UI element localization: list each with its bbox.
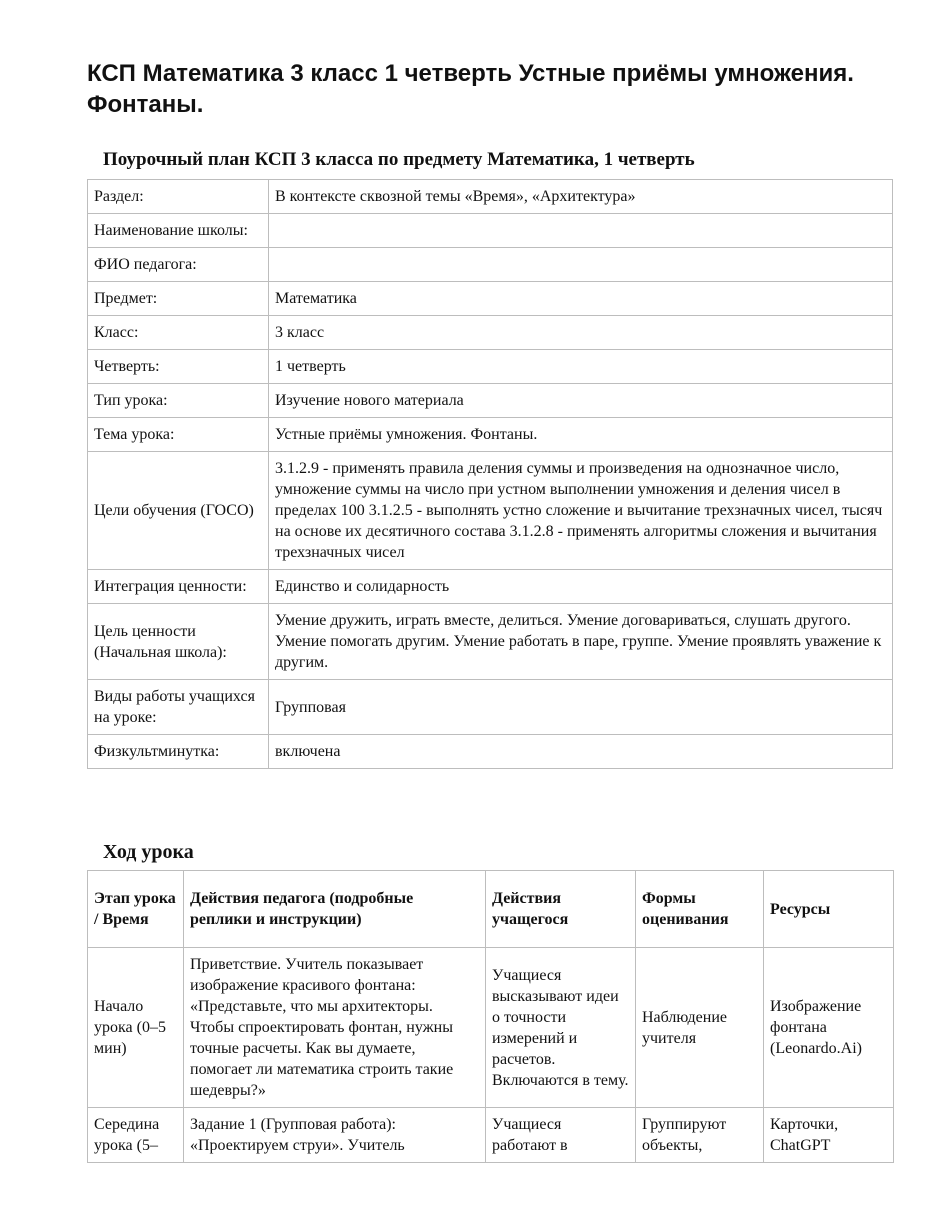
- assessment-cell: Наблюдение учителя: [636, 948, 764, 1108]
- table-row: [88, 452, 893, 570]
- table-row: [88, 680, 893, 735]
- table-row: [88, 735, 893, 769]
- lesson-info-table: [87, 179, 893, 769]
- info-label: Интеграция ценности:: [88, 570, 269, 604]
- document-title: КСП Математика 3 класс 1 четверть Устные приёмы умножения. Фонтаны.: [87, 60, 854, 118]
- info-label: Тема урока:: [88, 418, 269, 452]
- info-value: Групповая: [269, 680, 893, 735]
- table-row: [88, 282, 893, 316]
- column-header-student-actions: Действия учащегося: [486, 871, 636, 948]
- info-label: Наименование школы:: [88, 214, 269, 248]
- info-value: Умение дружить, играть вместе, делиться. Умение договариваться, слушать другого. Умение помогать другим. Умение работать в паре, группе. Умение проявлять уважение к другим.: [269, 604, 893, 680]
- table-row: [88, 316, 893, 350]
- table-row: [88, 248, 893, 282]
- resources-cell: Карточки, ChatGPT: [764, 1108, 894, 1163]
- info-value: Единство и солидарность: [269, 570, 893, 604]
- info-value: включена: [269, 735, 893, 769]
- student-actions-cell: Учащиеся высказывают идеи о точности измерений и расчетов. Включаются в тему.: [486, 948, 636, 1108]
- info-value: В контексте сквозной темы «Время», «Архитектура»: [269, 180, 893, 214]
- lesson-flow-table: [87, 870, 894, 1163]
- info-value: [269, 214, 893, 248]
- info-label: Класс:: [88, 316, 269, 350]
- info-label: Раздел:: [88, 180, 269, 214]
- info-value: 3.1.2.9 - применять правила деления суммы и произведения на однозначное число, умножение суммы на число при устном выполнении умножения и деления чисел в пределах 100 3.1.2.5 - выполнять устно сложение и вычитание трехзначных чисел, тысяч на основе их десятичного состава 3.1.2.8 - применять алгоритмы сложения и вычитания трехзначных чисел: [269, 452, 893, 570]
- info-value: Математика: [269, 282, 893, 316]
- table-row: [88, 1108, 894, 1163]
- student-actions-cell: Учащиеся работают в: [486, 1108, 636, 1163]
- assessment-cell: Группируют объекты,: [636, 1108, 764, 1163]
- plan-heading: Поурочный план КСП 3 класса по предмету Математика, 1 четверть: [103, 149, 695, 170]
- table-row: [88, 350, 893, 384]
- info-value: Изучение нового материала: [269, 384, 893, 418]
- info-label: Тип урока:: [88, 384, 269, 418]
- table-row: [88, 214, 893, 248]
- info-label: Физкультминутка:: [88, 735, 269, 769]
- info-label: Цели обучения (ГОСО): [88, 452, 269, 570]
- stage-cell: Начало урока (0–5 мин): [88, 948, 184, 1108]
- teacher-actions-cell: Приветствие. Учитель показывает изображение красивого фонтана: «Представьте, что мы архитекторы. Чтобы спроектировать фонтан, нужны точные расчеты. Как вы думаете, помогает ли математика строить такие шедевры?»: [184, 948, 486, 1108]
- table-row: [88, 180, 893, 214]
- column-header-teacher-actions: Действия педагога (подробные реплики и инструкции): [184, 871, 486, 948]
- table-row: [88, 418, 893, 452]
- info-label: Четверть:: [88, 350, 269, 384]
- info-label: Предмет:: [88, 282, 269, 316]
- teacher-actions-cell: Задание 1 (Групповая работа): «Проектируем струи». Учитель: [184, 1108, 486, 1163]
- lesson-heading: Ход урока: [103, 841, 194, 863]
- info-value: Устные приёмы умножения. Фонтаны.: [269, 418, 893, 452]
- info-value: [269, 248, 893, 282]
- info-label: Виды работы учащихся на уроке:: [88, 680, 269, 735]
- table-row: [88, 948, 894, 1108]
- info-value: 3 класс: [269, 316, 893, 350]
- stage-cell: Середина урока (5–: [88, 1108, 184, 1163]
- table-row: [88, 384, 893, 418]
- table-header-row: [88, 871, 894, 948]
- table-row: [88, 570, 893, 604]
- resources-cell: Изображение фонтана (Leonardo.Ai): [764, 948, 894, 1108]
- column-header-resources: Ресурсы: [764, 871, 894, 948]
- table-row: [88, 604, 893, 680]
- column-header-assessment: Формы оценивания: [636, 871, 764, 948]
- info-label: ФИО педагога:: [88, 248, 269, 282]
- info-label: Цель ценности (Начальная школа):: [88, 604, 269, 680]
- column-header-stage: Этап урока / Время: [88, 871, 184, 948]
- info-value: 1 четверть: [269, 350, 893, 384]
